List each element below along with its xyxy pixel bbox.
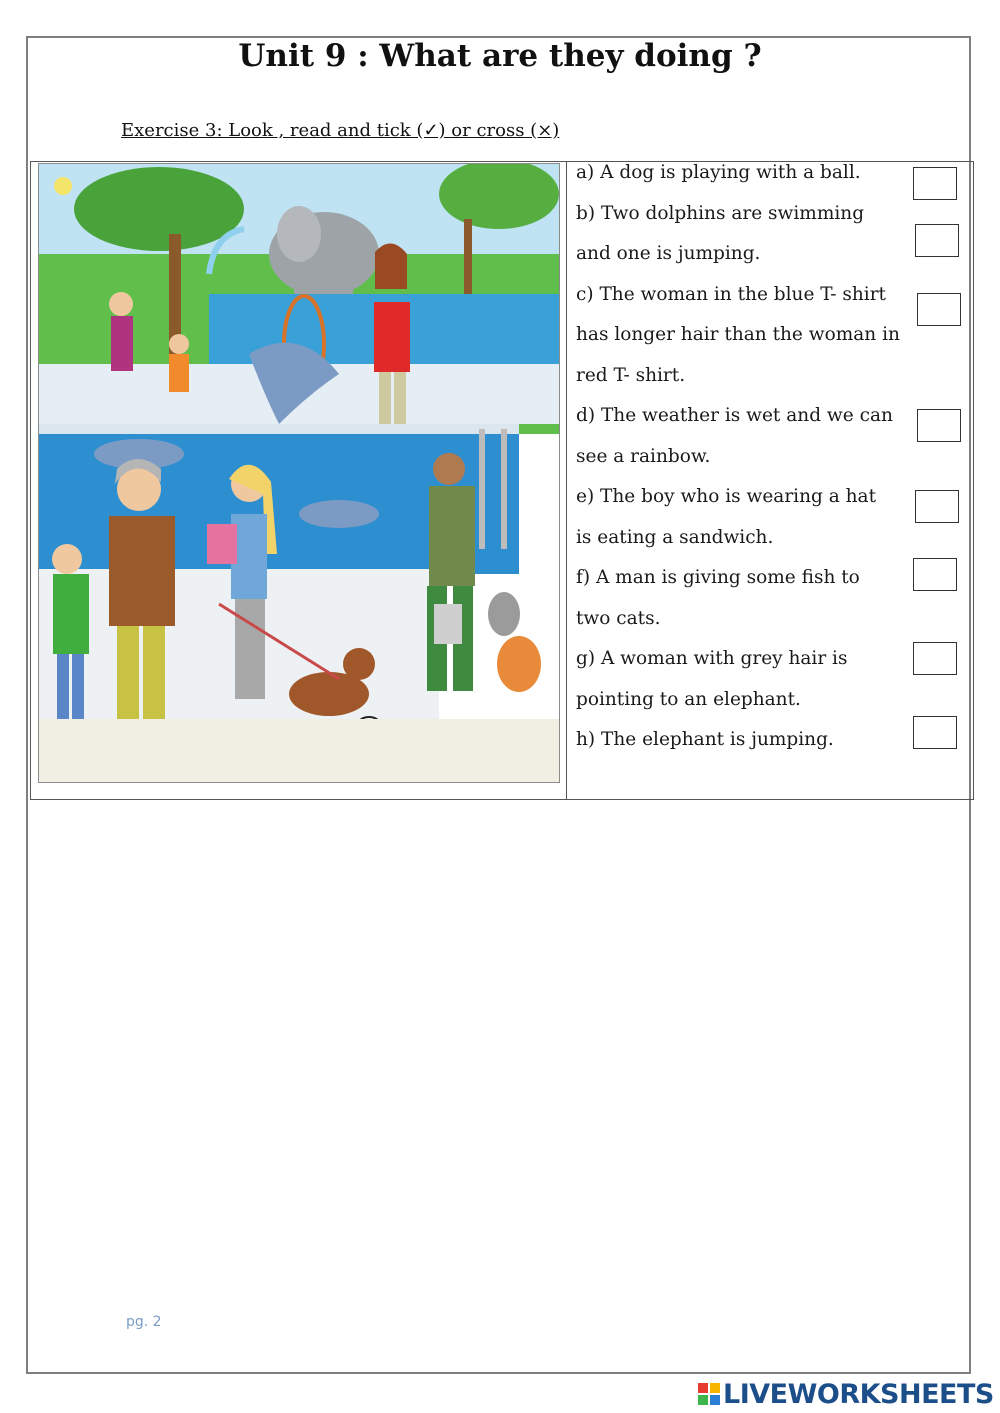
answer-box-d[interactable] — [917, 409, 961, 442]
exercise-instruction: Exercise 3: Look , read and tick (✓) or cross (×) — [121, 120, 560, 141]
statement-b-line2: and one is jumping. — [576, 243, 761, 264]
liveworksheets-logo — [698, 1378, 994, 1410]
zoo-scene-illustration — [38, 163, 560, 783]
answer-box-a[interactable] — [913, 167, 957, 200]
page-number: pg. 2 — [126, 1314, 162, 1330]
statement-c-line1: c) The woman in the blue T- shirt — [576, 284, 886, 305]
answer-box-c[interactable] — [917, 293, 961, 326]
table-divider — [566, 161, 567, 800]
statement-c-line3: red T- shirt. — [576, 365, 686, 386]
logo-squares-icon — [698, 1383, 720, 1405]
answer-box-b[interactable] — [915, 224, 959, 257]
statement-b-line1: b) Two dolphins are swimming — [576, 203, 865, 224]
statement-e-line2: is eating a sandwich. — [576, 527, 774, 548]
statement-f-line2: two cats. — [576, 608, 661, 629]
statement-f-line1: f) A man is giving some fish to — [576, 567, 860, 588]
answer-box-e[interactable] — [915, 490, 959, 523]
answer-box-f[interactable] — [913, 558, 957, 591]
logo-text: LIVEWORKSHEETS — [723, 1378, 994, 1410]
statement-d-line2: see a rainbow. — [576, 446, 711, 467]
answer-box-h[interactable] — [913, 716, 957, 749]
statement-h: h) The elephant is jumping. — [576, 729, 834, 750]
statement-d-line1: d) The weather is wet and we can — [576, 405, 893, 426]
statement-c-line2: has longer hair than the woman in — [576, 324, 900, 345]
statement-e-line1: e) The boy who is wearing a hat — [576, 486, 877, 507]
page-title: Unit 9 : What are they doing ? — [238, 38, 762, 74]
statement-a: a) A dog is playing with a ball. — [576, 162, 861, 183]
statement-g-line1: g) A woman with grey hair is — [576, 648, 848, 669]
answer-box-g[interactable] — [913, 642, 957, 675]
statement-g-line2: pointing to an elephant. — [576, 689, 801, 710]
